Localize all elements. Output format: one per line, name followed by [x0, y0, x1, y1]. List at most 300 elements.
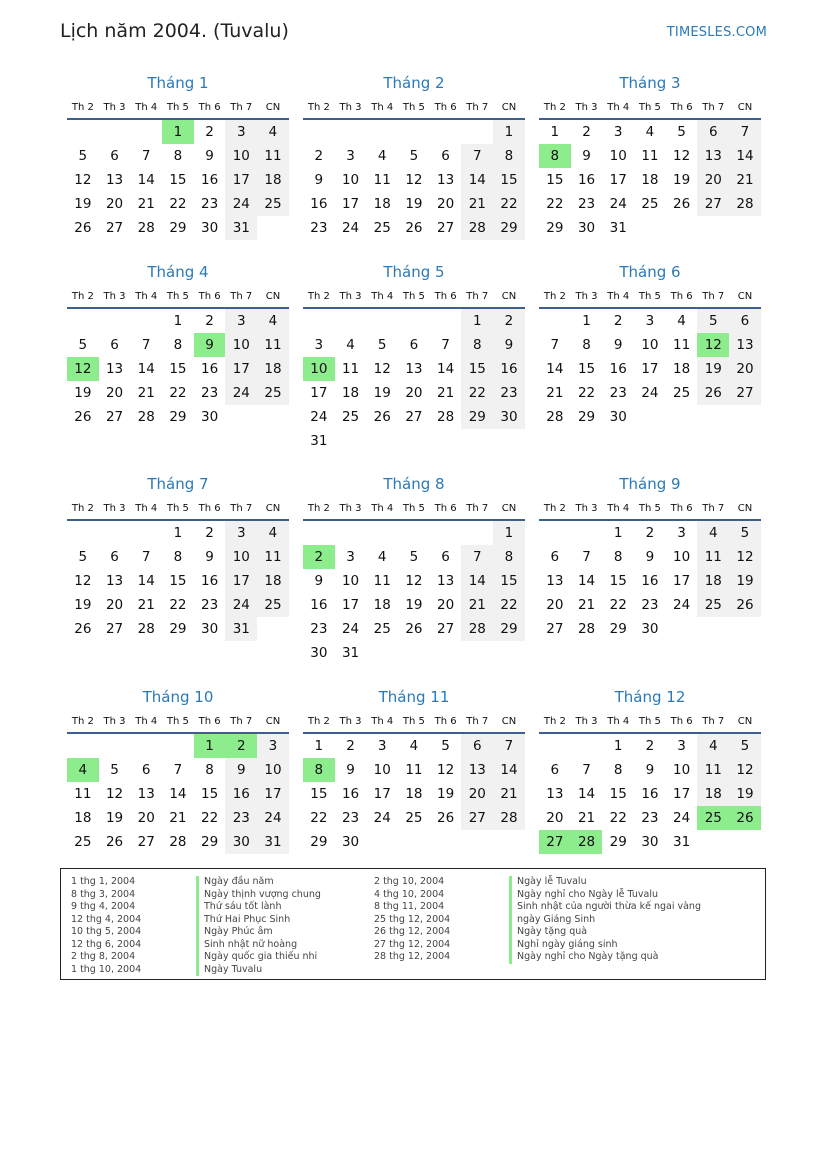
- day-cell[interactable]: 1: [493, 120, 525, 144]
- holiday-day-cell[interactable]: 9: [194, 333, 226, 357]
- day-cell[interactable]: 25: [257, 593, 289, 617]
- day-cell[interactable]: 11: [341, 361, 360, 377]
- day-cell[interactable]: 28: [577, 621, 596, 637]
- day-cell[interactable]: 30: [341, 834, 360, 850]
- day-cell[interactable]: 16: [310, 597, 328, 613]
- day-cell[interactable]: 11: [697, 545, 729, 569]
- day-cell[interactable]: 21: [729, 168, 761, 192]
- day-cell[interactable]: 17: [257, 782, 289, 806]
- day-cell[interactable]: 29: [169, 409, 187, 425]
- day-cell[interactable]: 26: [105, 834, 124, 850]
- day-cell[interactable]: 1: [613, 525, 623, 541]
- day-cell[interactable]: 4: [677, 313, 686, 329]
- day-cell[interactable]: 25: [405, 810, 423, 826]
- day-cell[interactable]: 7: [582, 762, 591, 778]
- day-cell[interactable]: 13: [105, 361, 124, 377]
- day-cell[interactable]: 22: [169, 385, 187, 401]
- day-cell[interactable]: 12: [373, 361, 391, 377]
- day-cell[interactable]: 3: [225, 120, 257, 144]
- day-cell[interactable]: 22: [493, 192, 525, 216]
- day-cell[interactable]: 4: [377, 148, 387, 164]
- day-cell[interactable]: 21: [137, 597, 155, 613]
- day-cell[interactable]: 24: [310, 409, 328, 425]
- day-cell[interactable]: 5: [409, 549, 419, 565]
- day-cell[interactable]: 29: [493, 617, 525, 641]
- day-cell[interactable]: 3: [613, 124, 623, 140]
- day-cell[interactable]: 20: [546, 597, 564, 613]
- day-cell[interactable]: 8: [173, 337, 183, 353]
- day-cell[interactable]: 4: [257, 521, 289, 545]
- day-cell[interactable]: 16: [201, 172, 219, 188]
- holiday-day-cell[interactable]: 27: [539, 830, 571, 854]
- holiday-day-cell[interactable]: 10: [303, 357, 335, 381]
- day-cell[interactable]: 20: [461, 782, 493, 806]
- day-cell[interactable]: 15: [493, 569, 525, 593]
- day-cell[interactable]: 9: [205, 549, 214, 565]
- day-cell[interactable]: 19: [105, 810, 124, 826]
- day-cell[interactable]: 18: [641, 172, 659, 188]
- day-cell[interactable]: 10: [225, 545, 257, 569]
- day-cell[interactable]: 16: [341, 786, 360, 802]
- day-cell[interactable]: 9: [225, 758, 257, 782]
- day-cell[interactable]: 15: [169, 573, 187, 589]
- day-cell[interactable]: 15: [609, 573, 627, 589]
- day-cell[interactable]: 8: [205, 762, 214, 778]
- day-cell[interactable]: 1: [173, 525, 183, 541]
- day-cell[interactable]: 11: [697, 758, 729, 782]
- day-cell[interactable]: 5: [110, 762, 119, 778]
- day-cell[interactable]: 23: [225, 806, 257, 830]
- day-cell[interactable]: 3: [645, 313, 655, 329]
- day-cell[interactable]: 22: [169, 196, 187, 212]
- day-cell[interactable]: 19: [74, 597, 92, 613]
- day-cell[interactable]: 29: [461, 405, 493, 429]
- day-cell[interactable]: 29: [609, 834, 627, 850]
- day-cell[interactable]: 10: [341, 172, 360, 188]
- day-cell[interactable]: 27: [437, 220, 455, 236]
- day-cell[interactable]: 19: [405, 597, 423, 613]
- day-cell[interactable]: 21: [137, 385, 155, 401]
- day-cell[interactable]: 27: [105, 220, 124, 236]
- day-cell[interactable]: 7: [173, 762, 183, 778]
- day-cell[interactable]: 26: [74, 621, 92, 637]
- day-cell[interactable]: 4: [346, 337, 355, 353]
- day-cell[interactable]: 31: [673, 834, 691, 850]
- day-cell[interactable]: 9: [613, 337, 623, 353]
- day-cell[interactable]: 5: [377, 337, 387, 353]
- holiday-day-cell[interactable]: 28: [571, 830, 603, 854]
- day-cell[interactable]: 27: [729, 381, 761, 405]
- day-cell[interactable]: 13: [697, 144, 729, 168]
- day-cell[interactable]: 11: [257, 333, 289, 357]
- day-cell[interactable]: 10: [225, 144, 257, 168]
- holiday-day-cell[interactable]: 12: [67, 357, 99, 381]
- day-cell[interactable]: 24: [225, 192, 257, 216]
- day-cell[interactable]: 25: [697, 593, 729, 617]
- day-cell[interactable]: 5: [409, 148, 419, 164]
- day-cell[interactable]: 4: [697, 734, 729, 758]
- day-cell[interactable]: 1: [461, 309, 493, 333]
- day-cell[interactable]: 3: [257, 734, 289, 758]
- day-cell[interactable]: 7: [441, 337, 450, 353]
- day-cell[interactable]: 2: [314, 148, 324, 164]
- day-cell[interactable]: 11: [257, 545, 289, 569]
- day-cell[interactable]: 17: [341, 196, 360, 212]
- day-cell[interactable]: 8: [613, 549, 623, 565]
- day-cell[interactable]: 27: [137, 834, 155, 850]
- day-cell[interactable]: 17: [310, 385, 328, 401]
- day-cell[interactable]: 3: [677, 525, 686, 541]
- day-cell[interactable]: 29: [310, 834, 328, 850]
- day-cell[interactable]: 13: [461, 758, 493, 782]
- day-cell[interactable]: 18: [257, 168, 289, 192]
- day-cell[interactable]: 15: [461, 357, 493, 381]
- day-cell[interactable]: 23: [641, 810, 659, 826]
- day-cell[interactable]: 20: [405, 385, 423, 401]
- day-cell[interactable]: 14: [461, 569, 493, 593]
- day-cell[interactable]: 22: [546, 196, 564, 212]
- day-cell[interactable]: 11: [641, 148, 659, 164]
- day-cell[interactable]: 24: [641, 385, 659, 401]
- day-cell[interactable]: 16: [201, 573, 219, 589]
- day-cell[interactable]: 16: [310, 196, 328, 212]
- day-cell[interactable]: 5: [78, 337, 88, 353]
- day-cell[interactable]: 28: [461, 617, 493, 641]
- day-cell[interactable]: 24: [341, 220, 360, 236]
- day-cell[interactable]: 5: [78, 148, 88, 164]
- holiday-day-cell[interactable]: 12: [697, 333, 729, 357]
- day-cell[interactable]: 19: [373, 385, 391, 401]
- day-cell[interactable]: 23: [201, 385, 219, 401]
- day-cell[interactable]: 6: [141, 762, 151, 778]
- day-cell[interactable]: 10: [673, 549, 691, 565]
- day-cell[interactable]: 23: [577, 196, 596, 212]
- day-cell[interactable]: 6: [409, 337, 419, 353]
- day-cell[interactable]: 2: [582, 124, 591, 140]
- day-cell[interactable]: 18: [341, 385, 360, 401]
- day-cell[interactable]: 21: [461, 192, 493, 216]
- day-cell[interactable]: 26: [405, 220, 423, 236]
- day-cell[interactable]: 12: [405, 573, 423, 589]
- day-cell[interactable]: 28: [729, 192, 761, 216]
- day-cell[interactable]: 30: [641, 834, 659, 850]
- day-cell[interactable]: 14: [437, 361, 455, 377]
- day-cell[interactable]: 8: [582, 337, 591, 353]
- day-cell[interactable]: 11: [405, 762, 423, 778]
- day-cell[interactable]: 18: [74, 810, 92, 826]
- day-cell[interactable]: 10: [373, 762, 391, 778]
- holiday-day-cell[interactable]: 4: [67, 758, 99, 782]
- day-cell[interactable]: 6: [441, 148, 450, 164]
- day-cell[interactable]: 14: [137, 172, 155, 188]
- day-cell[interactable]: 19: [729, 569, 761, 593]
- day-cell[interactable]: 11: [673, 337, 691, 353]
- day-cell[interactable]: 3: [677, 738, 686, 754]
- day-cell[interactable]: 23: [609, 385, 627, 401]
- day-cell[interactable]: 27: [405, 409, 423, 425]
- day-cell[interactable]: 20: [105, 597, 124, 613]
- holiday-day-cell[interactable]: 25: [697, 806, 729, 830]
- day-cell[interactable]: 25: [641, 196, 659, 212]
- day-cell[interactable]: 2: [205, 525, 214, 541]
- day-cell[interactable]: 29: [201, 834, 219, 850]
- day-cell[interactable]: 22: [201, 810, 219, 826]
- day-cell[interactable]: 18: [257, 569, 289, 593]
- day-cell[interactable]: 15: [493, 168, 525, 192]
- day-cell[interactable]: 29: [169, 621, 187, 637]
- day-cell[interactable]: 10: [673, 762, 691, 778]
- day-cell[interactable]: 29: [546, 220, 564, 236]
- day-cell[interactable]: 28: [137, 220, 155, 236]
- day-cell[interactable]: 30: [201, 220, 219, 236]
- holiday-day-cell[interactable]: 1: [162, 120, 194, 144]
- day-cell[interactable]: 26: [697, 381, 729, 405]
- day-cell[interactable]: 2: [493, 309, 525, 333]
- day-cell[interactable]: 19: [405, 196, 423, 212]
- day-cell[interactable]: 23: [341, 810, 360, 826]
- day-cell[interactable]: 25: [257, 381, 289, 405]
- day-cell[interactable]: 15: [169, 172, 187, 188]
- day-cell[interactable]: 14: [461, 168, 493, 192]
- day-cell[interactable]: 30: [641, 621, 659, 637]
- day-cell[interactable]: 5: [677, 124, 686, 140]
- day-cell[interactable]: 25: [373, 621, 391, 637]
- day-cell[interactable]: 23: [310, 220, 328, 236]
- day-cell[interactable]: 24: [373, 810, 391, 826]
- day-cell[interactable]: 1: [613, 738, 623, 754]
- day-cell[interactable]: 9: [314, 172, 324, 188]
- day-cell[interactable]: 1: [550, 124, 560, 140]
- day-cell[interactable]: 14: [577, 573, 596, 589]
- day-cell[interactable]: 9: [346, 762, 355, 778]
- day-cell[interactable]: 3: [225, 521, 257, 545]
- day-cell[interactable]: 31: [225, 216, 257, 240]
- day-cell[interactable]: 24: [341, 621, 360, 637]
- day-cell[interactable]: 17: [673, 786, 691, 802]
- day-cell[interactable]: 13: [729, 333, 761, 357]
- day-cell[interactable]: 26: [405, 621, 423, 637]
- day-cell[interactable]: 23: [310, 621, 328, 637]
- day-cell[interactable]: 26: [74, 409, 92, 425]
- day-cell[interactable]: 17: [373, 786, 391, 802]
- day-cell[interactable]: 13: [546, 786, 564, 802]
- day-cell[interactable]: 13: [437, 172, 455, 188]
- day-cell[interactable]: 28: [546, 409, 564, 425]
- day-cell[interactable]: 19: [74, 385, 92, 401]
- day-cell[interactable]: 27: [697, 192, 729, 216]
- day-cell[interactable]: 9: [205, 148, 214, 164]
- day-cell[interactable]: 30: [225, 830, 257, 854]
- day-cell[interactable]: 22: [493, 593, 525, 617]
- day-cell[interactable]: 27: [105, 409, 124, 425]
- day-cell[interactable]: 17: [641, 361, 659, 377]
- day-cell[interactable]: 21: [546, 385, 564, 401]
- day-cell[interactable]: 2: [346, 738, 355, 754]
- day-cell[interactable]: 6: [461, 734, 493, 758]
- day-cell[interactable]: 2: [613, 313, 623, 329]
- day-cell[interactable]: 11: [373, 573, 391, 589]
- day-cell[interactable]: 28: [137, 621, 155, 637]
- day-cell[interactable]: 8: [493, 545, 525, 569]
- day-cell[interactable]: 20: [546, 810, 564, 826]
- day-cell[interactable]: 10: [641, 337, 659, 353]
- day-cell[interactable]: 22: [609, 597, 627, 613]
- day-cell[interactable]: 15: [201, 786, 219, 802]
- day-cell[interactable]: 30: [201, 409, 219, 425]
- day-cell[interactable]: 2: [645, 738, 655, 754]
- day-cell[interactable]: 20: [437, 196, 455, 212]
- day-cell[interactable]: 4: [645, 124, 655, 140]
- day-cell[interactable]: 3: [377, 738, 387, 754]
- day-cell[interactable]: 11: [257, 144, 289, 168]
- holiday-day-cell[interactable]: 2: [303, 545, 335, 569]
- day-cell[interactable]: 30: [310, 645, 328, 661]
- day-cell[interactable]: 15: [546, 172, 564, 188]
- day-cell[interactable]: 25: [341, 409, 360, 425]
- day-cell[interactable]: 12: [405, 172, 423, 188]
- day-cell[interactable]: 31: [310, 433, 328, 449]
- day-cell[interactable]: 12: [74, 573, 92, 589]
- day-cell[interactable]: 6: [697, 120, 729, 144]
- day-cell[interactable]: 26: [673, 196, 691, 212]
- day-cell[interactable]: 27: [105, 621, 124, 637]
- day-cell[interactable]: 31: [257, 830, 289, 854]
- day-cell[interactable]: 23: [493, 381, 525, 405]
- day-cell[interactable]: 14: [137, 573, 155, 589]
- day-cell[interactable]: 18: [697, 569, 729, 593]
- day-cell[interactable]: 28: [437, 409, 455, 425]
- day-cell[interactable]: 5: [729, 521, 761, 545]
- day-cell[interactable]: 14: [137, 361, 155, 377]
- day-cell[interactable]: 7: [582, 549, 591, 565]
- day-cell[interactable]: 15: [609, 786, 627, 802]
- day-cell[interactable]: 6: [550, 549, 560, 565]
- day-cell[interactable]: 9: [645, 762, 655, 778]
- day-cell[interactable]: 10: [257, 758, 289, 782]
- day-cell[interactable]: 24: [609, 196, 627, 212]
- day-cell[interactable]: 27: [437, 621, 455, 637]
- day-cell[interactable]: 16: [201, 361, 219, 377]
- day-cell[interactable]: 22: [461, 381, 493, 405]
- day-cell[interactable]: 4: [257, 309, 289, 333]
- day-cell[interactable]: 16: [577, 172, 596, 188]
- day-cell[interactable]: 29: [609, 621, 627, 637]
- day-cell[interactable]: 18: [373, 597, 391, 613]
- day-cell[interactable]: 14: [577, 786, 596, 802]
- day-cell[interactable]: 6: [550, 762, 560, 778]
- day-cell[interactable]: 19: [437, 786, 455, 802]
- day-cell[interactable]: 20: [437, 597, 455, 613]
- day-cell[interactable]: 29: [493, 216, 525, 240]
- day-cell[interactable]: 7: [141, 148, 151, 164]
- day-cell[interactable]: 13: [137, 786, 155, 802]
- day-cell[interactable]: 24: [673, 810, 691, 826]
- day-cell[interactable]: 31: [225, 617, 257, 641]
- day-cell[interactable]: 16: [641, 786, 659, 802]
- holiday-day-cell[interactable]: 8: [539, 144, 571, 168]
- day-cell[interactable]: 17: [225, 569, 257, 593]
- day-cell[interactable]: 24: [673, 597, 691, 613]
- day-cell[interactable]: 25: [74, 834, 92, 850]
- day-cell[interactable]: 7: [461, 144, 493, 168]
- day-cell[interactable]: 14: [169, 786, 187, 802]
- day-cell[interactable]: 6: [110, 148, 119, 164]
- day-cell[interactable]: 3: [346, 549, 355, 565]
- day-cell[interactable]: 2: [205, 124, 214, 140]
- day-cell[interactable]: 6: [110, 549, 119, 565]
- day-cell[interactable]: 7: [141, 549, 151, 565]
- day-cell[interactable]: 28: [493, 806, 525, 830]
- day-cell[interactable]: 14: [546, 361, 564, 377]
- day-cell[interactable]: 8: [173, 148, 183, 164]
- day-cell[interactable]: 23: [641, 597, 659, 613]
- day-cell[interactable]: 3: [346, 148, 355, 164]
- day-cell[interactable]: 5: [729, 734, 761, 758]
- day-cell[interactable]: 25: [257, 192, 289, 216]
- day-cell[interactable]: 6: [729, 309, 761, 333]
- day-cell[interactable]: 2: [205, 313, 214, 329]
- day-cell[interactable]: 12: [673, 148, 691, 164]
- day-cell[interactable]: 10: [609, 148, 627, 164]
- day-cell[interactable]: 30: [493, 405, 525, 429]
- day-cell[interactable]: 13: [437, 573, 455, 589]
- day-cell[interactable]: 25: [373, 220, 391, 236]
- day-cell[interactable]: 4: [409, 738, 419, 754]
- holiday-day-cell[interactable]: 26: [729, 806, 761, 830]
- day-cell[interactable]: 16: [493, 357, 525, 381]
- day-cell[interactable]: 30: [609, 409, 627, 425]
- day-cell[interactable]: 31: [341, 645, 360, 661]
- day-cell[interactable]: 9: [314, 573, 324, 589]
- day-cell[interactable]: 24: [225, 381, 257, 405]
- day-cell[interactable]: 6: [110, 337, 119, 353]
- day-cell[interactable]: 17: [225, 357, 257, 381]
- day-cell[interactable]: 22: [577, 385, 596, 401]
- day-cell[interactable]: 20: [105, 385, 124, 401]
- day-cell[interactable]: 20: [729, 357, 761, 381]
- day-cell[interactable]: 15: [310, 786, 328, 802]
- day-cell[interactable]: 11: [74, 786, 92, 802]
- day-cell[interactable]: 21: [493, 782, 525, 806]
- day-cell[interactable]: 12: [105, 786, 124, 802]
- day-cell[interactable]: 12: [729, 758, 761, 782]
- day-cell[interactable]: 19: [729, 782, 761, 806]
- day-cell[interactable]: 17: [673, 573, 691, 589]
- brand-link[interactable]: TIMESLES.COM: [666, 25, 767, 40]
- day-cell[interactable]: 22: [169, 597, 187, 613]
- day-cell[interactable]: 16: [641, 573, 659, 589]
- day-cell[interactable]: 19: [697, 357, 729, 381]
- day-cell[interactable]: 21: [137, 196, 155, 212]
- day-cell[interactable]: 7: [141, 337, 151, 353]
- day-cell[interactable]: 26: [729, 593, 761, 617]
- day-cell[interactable]: 13: [546, 573, 564, 589]
- day-cell[interactable]: 28: [169, 834, 187, 850]
- day-cell[interactable]: 24: [257, 806, 289, 830]
- day-cell[interactable]: 26: [373, 409, 391, 425]
- day-cell[interactable]: 28: [137, 409, 155, 425]
- day-cell[interactable]: 8: [493, 144, 525, 168]
- day-cell[interactable]: 19: [74, 196, 92, 212]
- day-cell[interactable]: 9: [493, 333, 525, 357]
- day-cell[interactable]: 20: [137, 810, 155, 826]
- day-cell[interactable]: 25: [673, 385, 691, 401]
- day-cell[interactable]: 27: [546, 621, 564, 637]
- day-cell[interactable]: 24: [225, 593, 257, 617]
- day-cell[interactable]: 21: [169, 810, 187, 826]
- day-cell[interactable]: 21: [437, 385, 455, 401]
- day-cell[interactable]: 17: [609, 172, 627, 188]
